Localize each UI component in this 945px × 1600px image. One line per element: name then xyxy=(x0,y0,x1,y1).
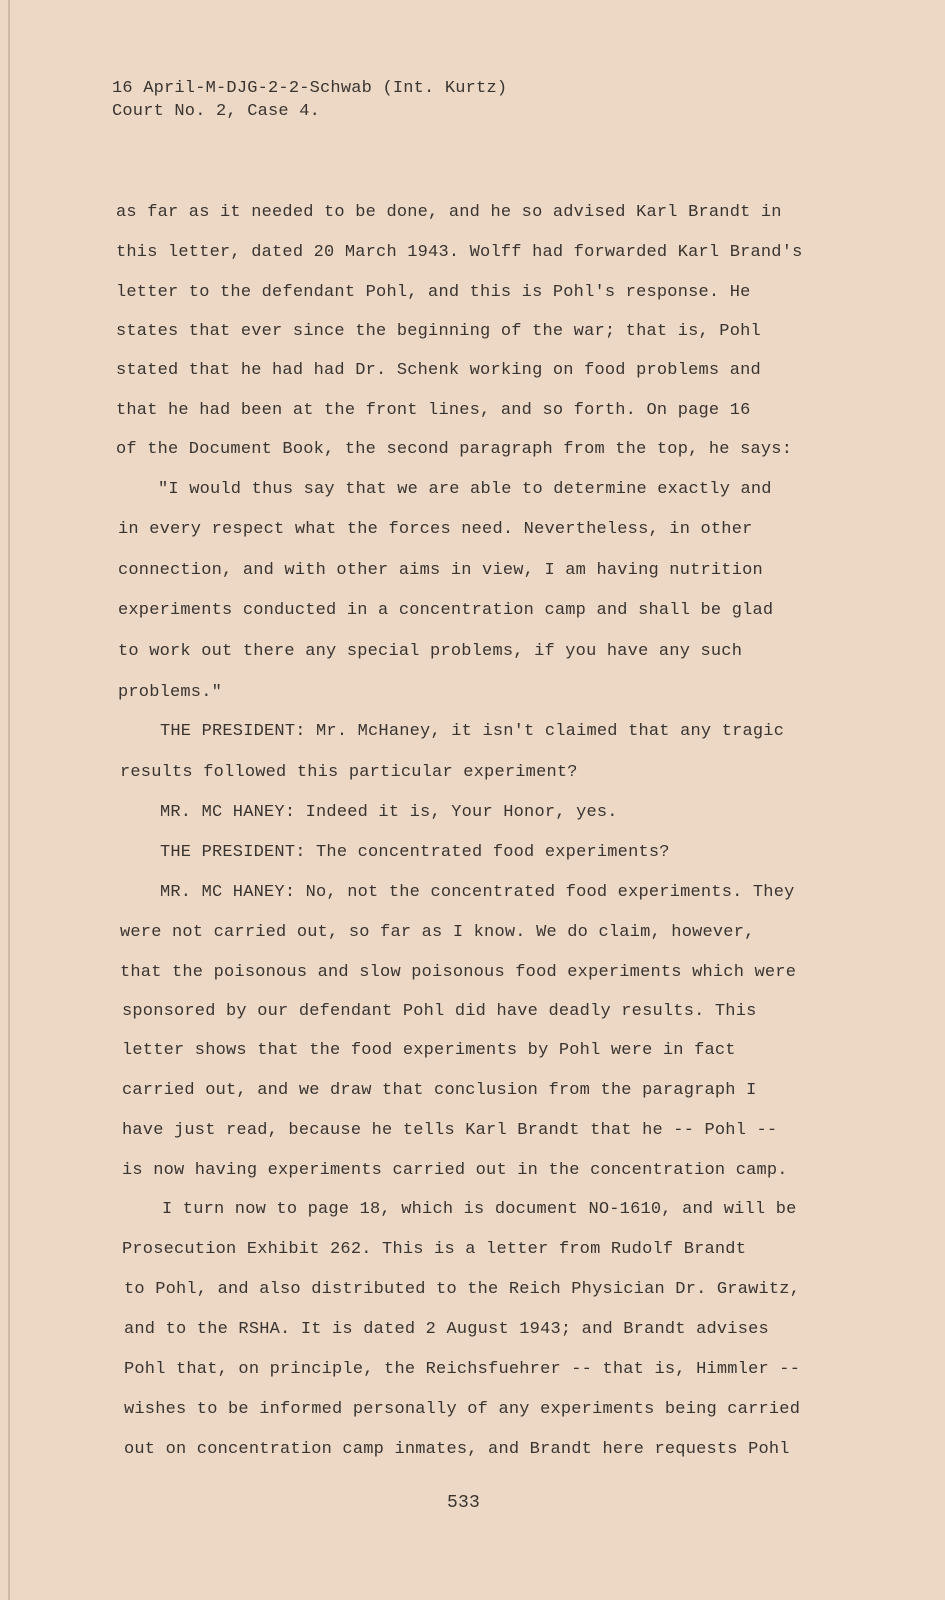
body-line-17: THE PRESIDENT: The concentrated food experiments? xyxy=(160,843,670,862)
header-line-2: Court No. 2, Case 4. xyxy=(112,102,321,121)
body-line-32: out on concentration camp inmates, and Brandt here requests Pohl xyxy=(124,1440,790,1459)
body-line-30: Pohl that, on principle, the Reichsfuehrer -- that is, Himmler -- xyxy=(124,1360,801,1379)
body-line-13: problems." xyxy=(118,683,223,702)
body-line-4: states that ever since the beginning of the war; that is, Pohl xyxy=(116,322,761,341)
body-line-1: as far as it needed to be done, and he so advised Karl Brandt in xyxy=(116,203,782,222)
body-line-12: to work out there any special problems, if you have any such xyxy=(118,642,743,661)
body-line-10: connection, and with other aims in view, I am having nutrition xyxy=(118,561,763,580)
body-line-25: is now having experiments carried out in the concentration camp. xyxy=(122,1161,788,1180)
body-line-23: carried out, and we draw that conclusion from the paragraph I xyxy=(122,1081,757,1100)
body-line-26: I turn now to page 18, which is document NO-1610, and will be xyxy=(162,1200,797,1219)
header-line-1: 16 April-M-DJG-2-2-Schwab (Int. Kurtz) xyxy=(112,79,508,98)
page-left-edge xyxy=(8,0,10,1600)
body-line-5: stated that he had had Dr. Schenk working on food problems and xyxy=(116,361,761,380)
body-line-15: results followed this particular experiment? xyxy=(120,763,578,782)
body-line-7: of the Document Book, the second paragraph from the top, he says: xyxy=(116,440,793,459)
body-line-14: THE PRESIDENT: Mr. McHaney, it isn't claimed that any tragic xyxy=(160,722,785,741)
body-line-28: to Pohl, and also distributed to the Reich Physician Dr. Grawitz, xyxy=(124,1280,801,1299)
body-line-19: were not carried out, so far as I know. We do claim, however, xyxy=(120,923,755,942)
body-line-21: sponsored by our defendant Pohl did have deadly results. This xyxy=(122,1002,757,1021)
body-line-18: MR. MC HANEY: No, not the concentrated food experiments. They xyxy=(160,883,795,902)
body-line-24: have just read, because he tells Karl Brandt that he -- Pohl -- xyxy=(122,1121,778,1140)
body-line-9: in every respect what the forces need. Nevertheless, in other xyxy=(118,520,753,539)
body-line-20: that the poisonous and slow poisonous food experiments which were xyxy=(120,963,797,982)
body-line-8: "I would thus say that we are able to determine exactly and xyxy=(158,480,772,499)
body-line-3: letter to the defendant Pohl, and this is Pohl's response. He xyxy=(116,283,751,302)
body-line-2: this letter, dated 20 March 1943. Wolff had forwarded Karl Brand's xyxy=(116,243,803,262)
body-line-27: Prosecution Exhibit 262. This is a letter from Rudolf Brandt xyxy=(122,1240,747,1259)
page-number: 533 xyxy=(447,1493,481,1513)
body-line-31: wishes to be informed personally of any experiments being carried xyxy=(124,1400,801,1419)
body-line-22: letter shows that the food experiments by Pohl were in fact xyxy=(122,1041,736,1060)
body-line-16: MR. MC HANEY: Indeed it is, Your Honor, yes. xyxy=(160,803,618,822)
body-line-29: and to the RSHA. It is dated 2 August 1943; and Brandt advises xyxy=(124,1320,769,1339)
body-line-11: experiments conducted in a concentration camp and shall be glad xyxy=(118,601,774,620)
body-line-6: that he had been at the front lines, and so forth. On page 16 xyxy=(116,401,751,420)
